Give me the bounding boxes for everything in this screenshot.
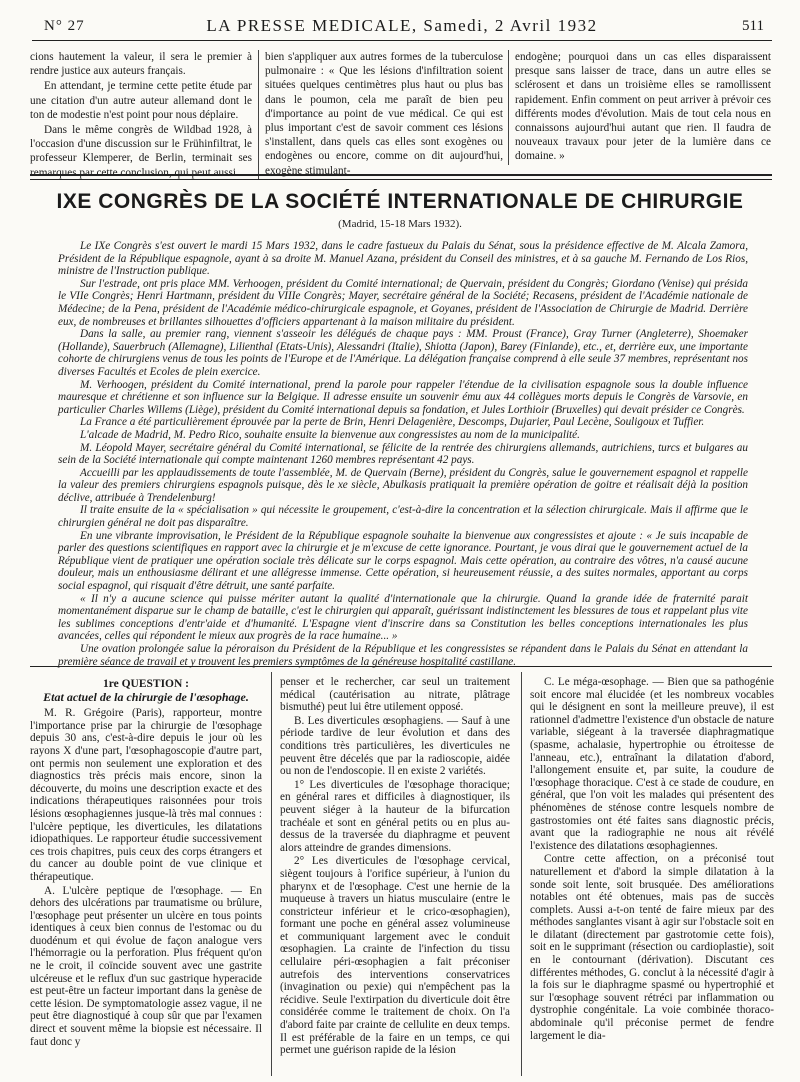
- paragraph: Dans le même congrès de Wildbad 1928, à l'occasion d'une discussion sur le Frühinfiltrat, le professeur Klemperer, de Berlin, terminait ses remarques par cette conclusion, qui peut aussi: [30, 124, 252, 179]
- issue-number: N° 27: [44, 18, 85, 34]
- intro-paragraph: En une vibrante improvisation, le Président de la République espagnole souhaite la bienvenue aux congressistes et ajoute : « Je suis incapable de parler des questions scientifiques en rapport avec la chirurgie et je m'excuse de cette ignorance. Pourtant, je vous dirai que le gouvernement actuel de la République vient de pratiquer une opération sociale très délicate sur le corps espagnol. Mais cette opération, au contraire des vôtres, n'a causé aucune douleur, mais un enthousiasme délirant et une allégresse immense. Cette opération, si heureusement réussie, a des suites normales, apportant au corps social espagnol, qui risquait d'être détruit, une santé parfaite.: [58, 529, 748, 593]
- congress-subtitle: (Madrid, 15-18 Mars 1932).: [338, 218, 462, 230]
- page-header: [32, 14, 772, 41]
- paragraph: A. L'ulcère peptique de l'œsophage. — En dehors des ulcérations par traumatisme ou brûlure, l'œsophage peut présenter un ulcère en tous points identiques à ceux bien connus de l'estomac ou du duodénum et qui évolue de façon analogue vers l'hémorragie ou la perforation. Plus fréquent qu'on ne le croit, il coïncide souvent avec une gastrite ulcéreuse et le reflux d'un suc gastrique hyperacide est peut-être un facteur important dans la genèse de cette lésion. De symptomatologie assez vague, il ne peut être diagnostiqué à coup sûr que par l'examen direct et souvent même la biopsie est nécessaire. Il faut donc y: [30, 884, 262, 1048]
- paragraph: endogène; pourquoi dans un cas elles disparaissent presque sans laisser de trace, dans un autre elles se sclérosent et dans un troisième elles se ramollissent rapidement. Enfin comment on peut arriver à prévoir ces différents modes d'évolution. Mais de tout cela nous en connaissons aujourd'hui autant que rien. Il faudra de nouveaux travaux pour jeter de la lumière dans ce domaine. »: [515, 51, 771, 163]
- paragraph: C. Le méga-œsophage. — Bien que sa pathogénie soit encore mal élucidée (et les nombreux vocables qui le désignent en sont la meilleure preuve), il est rationnel d'admettre l'existence d'un obstacle de nature variable, siégeant à la traversée diaphragmatique (spasme, achalasie, hypertrophie ou étroitesse de l'anneau, etc.), entraînant la dilatation d'abord, l'allongement ensuite et, par suite, la coudure de l'œsophage thoracique. C'est à ce stade de coudure, en général, que l'on voit les malades qui présentent des phénomènes de sténose contre lesquels nombre de gastrostomies ont été faites sans diagnostic précis, avant que la radiographie ne nous ait révélé l'existence des dilatations œsophagiennes.: [530, 676, 774, 852]
- intro-paragraph: M. Léopold Mayer, secrétaire général du Comité international, se félicite de la rentrée des chirurgiens allemands, autrichiens, turcs et bulgares au sein de la Société internationale qui compte maintenant 1260 membres représentant 42 pays.: [58, 441, 748, 467]
- intro-paragraph: « Il n'y a aucune science qui puisse mériter autant la qualité d'internationale que la chirurgie. Quand la grande idée de fraternité parait momentanément disparue sur le champ de bataille, c'est le chirurgien qui apparaît, guérissant indistinctement les blessures de tous et rappelant plus vite les sublimes conceptions d'entr'aide et d'humanité. L'Espagne vient d'inscrire dans sa Constitution les belles conceptions internationales les plus avancées, celles qui répondent le mieux aux progrès de la race humaine... »: [58, 592, 748, 643]
- top-column-1: [30, 50, 252, 181]
- top-column-3: [515, 50, 771, 165]
- intro-paragraph: L'alcade de Madrid, M. Pedro Rico, souhaite ensuite la bienvenue aux congressistes au nom de la municipalité.: [80, 428, 580, 441]
- section-divider: [30, 174, 772, 176]
- paragraph: 1° Les diverticules de l'œsophage thoracique; en général rares et difficiles à diagnostiquer, ils peuvent siéger à la hauteur de la bifurcation trachéale et sont en général petits ou en plus au-dessus de la traversée du diaphragme et peuvent alors atteindre de grandes dimensions.: [280, 778, 510, 854]
- question-heading: 1re QUESTION :: [102, 678, 190, 690]
- intro-paragraph: M. Verhoogen, président du Comité international, prend la parole pour rappeler l'étendue de la civilisation espagnole sous la double influence mauresque et chrétienne et son influence sur la Belgique. Il adresse ensuite un souvenir ému aux 44 collègues morts depuis le Congrès de Varsovie, en particulier Charles Willems (Liège), président du Comité international depuis sa fondation, et Jules Lorthioir (Bruxelles) qui devait présider ce Congrès.: [58, 378, 748, 416]
- paragraph: bien s'appliquer aux autres formes de la tuberculose pulmonaire : « Que les lésions d'infiltration soient situées quelques centimètres plus haut ou plus bas dans le poumon, cela me paraît de bien peu d'importance au point de vue médical. Ce qui est plus important c'est de savoir comment ces lésions s'installent, dans quels cas elles sont exogènes ou endogènes ou encore, comme on dit aujourd'hui, exogène stimulant-: [265, 51, 503, 177]
- intro-paragraph: Sur l'estrade, ont pris place MM. Verhoogen, président du Comité international; de Quervain, président du Congrès; Giordano (Venise) qui présida le VIIe Congrès; Henri Hartmann, président du VIIIe Congrès; Mayer, secrétaire général de la Société; Recasens, président de l'Académie nationale de Médecine; de la Pena, président de l'Académie médico-chirurgicale espagnole, et Goyanes, président de l'Association de Chirurgie de Madrid. Derrière eux, de nombreuses et brillantes silhouettes d'officiers appartenant à la maison militaire du président.: [58, 277, 748, 328]
- bottom-column-1: [30, 676, 262, 1049]
- paragraph: cions hautement la valeur, il sera le premier à rendre justice aux auteurs français.: [30, 51, 252, 78]
- intro-paragraph: Il traite ensuite de la « spécialisation » qui nécessite le groupement, c'est-à-dire la concentration et la sélection chirurgicale. Mais il affirme que le chirurgien général ne doit pas disparaître.: [58, 504, 748, 530]
- paragraph: B. Les diverticules œsophagiens. — Sauf à une période tardive de leur évolution et dans des conditions très particulières, les diverticules ne peuvent être décelés que par la radioscopie, aidée ou non de l'endoscopie. Il en existe 2 variétés.: [280, 714, 510, 778]
- intro-paragraph: Accueilli par les applaudissements de toute l'assemblée, M. de Quervain (Berne), président du Congrès, salue le gouvernement espagnol et rappelle la valeur des premiers chirurgiens espagnols puisque, dès le xe siècle, Abulkasis pratiquait la première opération de goitre et réalisait déjà la position déclive, attribuée à Trendelenburg!: [58, 466, 748, 504]
- intro-paragraph: Dans la salle, au premier rang, viennent s'asseoir les délégués de chaque pays : MM. Proust (France), Gray Turner (Angleterre), Shoemaker (Hollande), Sauerbruch (Allemagne), Lilienthal (Etats-Unis), Alessandri (Italie), Shiotta (Japon), Barey (Finlande), etc., et, derrière eux, une importante cohorte de chirurgiens venus de tous les points de l'Europe et de l'Amérique. La délégation française comprend à elle seule 37 membres, représentant nos diverses Facultés et Ecoles de plein exercice.: [58, 328, 748, 378]
- page-number: 511: [742, 18, 764, 34]
- top-column-2: [265, 50, 503, 179]
- column-rule: [521, 672, 522, 1076]
- column-rule: [258, 50, 259, 179]
- column-rule: [271, 672, 272, 1076]
- intro-paragraph: Le IXe Congrès s'est ouvert le mardi 15 Mars 1932, dans le cadre fastueux du Palais du Sénat, sous la présidence effective de M. Alcala Zamora, Président de la République espagnole, ayant à sa droite M. Manuel Azana, président du Conseil des ministres, et à sa gauche M. Fernando de Los Rios, ministre de l'Instruction publique.: [58, 240, 748, 278]
- congress-title: IXE CONGRÈS DE LA SOCIÉTÉ INTERNATIONALE DE CHIRURGIE: [56, 190, 744, 213]
- congress-introduction: [58, 240, 748, 668]
- paragraph: penser et le rechercher, car seul un traitement médical (cautérisation au nitrate, plâtrage bismuthé) peut lui être utilement opposé.: [280, 676, 510, 714]
- journal-title: LA PRESSE MEDICALE, Samedi, 2 Avril 1932: [206, 16, 598, 35]
- section-divider: [30, 666, 772, 667]
- column-rule: [508, 50, 509, 165]
- intro-paragraph: La France a été particulièrement éprouvée par la perte de Brin, Henri Delagenière, Descomps, Dujarier, Paul Lecène, Souligoux et Tuffier.: [80, 416, 705, 429]
- intro-paragraph: Une ovation prolongée salue la péroraison du Président de la République et les congressistes se répandent dans le Palais du Sénat en attendant la première séance de travail et y trouvent les premiers symptômes de la généreuse hospitalité castillane.: [58, 643, 748, 668]
- paragraph: En attendant, je termine cette petite étude par une citation d'un autre auteur allemand dont le ton de modestie n'est point pour nous déplaire.: [30, 80, 252, 121]
- bottom-column-2: [280, 676, 510, 1058]
- section-divider-thin: [30, 179, 772, 180]
- question-title: Etat actuel de la chirurgie de l'œsophage.: [43, 689, 249, 704]
- paragraph: 2° Les diverticules de l'œsophage cervical, siègent toujours à l'orifice supérieur, à l'union du pharynx et de l'œsophage. C'est une hernie de la muqueuse à travers un hiatus musculaire (entre le constricteur inférieur et le crico-œsophagien), formant une poche en général assez volumineuse et communiquant largement avec le conduit œsophagien. La crainte de l'infection du tissu cellulaire péri-œsophagien a fait préconiser autrefois des interventions conservatrices (invagination ou pexie) qui n'empêchent pas la récidive. Seule l'extirpation du diverticule doit être considérée comme le traitement de choix. On l'a d'abord faite par crainte de cellulite en deux temps. Il est préférable de la faire en un temps, ce qui permet une guérison rapide de la lésion: [280, 855, 510, 1057]
- paragraph: M. R. Grégoire (Paris), rapporteur, montre l'importance prise par la chirurgie de l'œsophage depuis 30 ans, c'est-à-dire depuis le jour où les rayons X d'une part, l'œsophagoscopie d'autre part, ont permis non seulement une exploration et des diagnostics très précis mais encore, sinon la découverte, du moins une description exacte et des indications thérapeutiques raisonnées pour trois lésions œsophagiennes jusque-là très mal connues : l'ulcère peptique, les diverticules, les dilatations idiopathiques. Le rapporteur étudie successivement ces trois chapitres, puis ceux des corps étrangers et du cancer au double point de vue clinique et thérapeutique.: [30, 707, 262, 883]
- paragraph: Contre cette affection, on a préconisé tout naturellement et d'abord la simple dilatation à la sonde soit lente, soit brusquée. Des améliorations notables ont été obtenues, mais pas de succès complets. Aussi a-t-on tenté de faire mieux par des méthodes sanglantes visant à agir sur l'obstacle soit en le dilatant (directement par gastrotomie cette fois), soit en le supprimant (résection ou cardioplastie), soit en le contournant (dérivation). Discutant ces différentes méthodes, G. conclut à la nécessité d'agir à la fois sur le diaphragme spasmé ou hypertrophié et sur l'œsophage souvent rétréci par inflammation ou dystrophie congénitale. La voie combinée thoraco-abdominale qu'il préconise permet de fendre largement le dia-: [530, 853, 774, 1042]
- bottom-column-3: [530, 676, 774, 1043]
